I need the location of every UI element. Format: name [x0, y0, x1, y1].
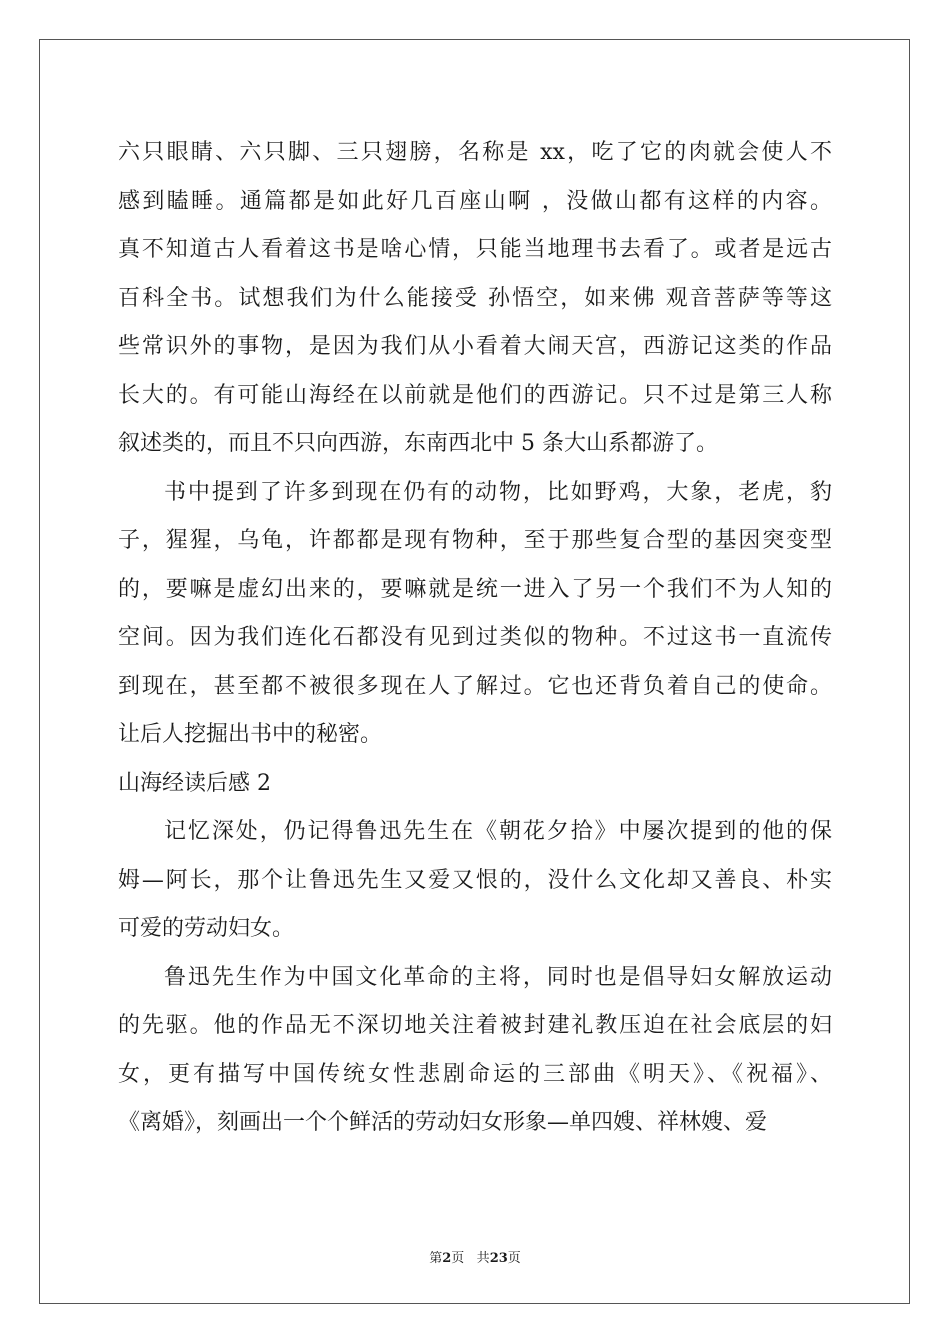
text-line: 子，猩猩，乌龟，许都都是现有物种，至于那些复合型的基因突变型: [118, 528, 832, 553]
text-line: 长大的。有可能山海经在以前就是他们的西游记。只不过是第三人称: [118, 382, 832, 408]
paragraph: [118, 469, 832, 760]
footer-page-suffix: 页: [451, 1251, 465, 1266]
text-line: 感到瞌睡。通篇都是如此好几百座山啊 ，没做山都有这样的内容。: [118, 188, 832, 214]
text-line: 《离婚》，刻画出一个个鲜活的劳动妇女形象—单四嫂、祥林嫂、爱: [118, 1110, 768, 1135]
text-line: 的，要嘛是虚幻出来的，要嘛就是统一进入了另一个我们不为人知的: [118, 576, 832, 602]
text-line: 些常识外的事物，是因为我们从小看着大闹天宫，西游记这类的作品: [118, 334, 832, 359]
paragraph: [118, 129, 832, 469]
text-line: 百科全书。试想我们为什么能接受 孙悟空，如来佛 观音菩萨等等这: [118, 285, 832, 311]
text-line: 记忆深处，仍记得鲁迅先生在《朝花夕拾》中屡次提到的他的保: [164, 819, 832, 844]
footer-total-pages: 23: [489, 1251, 508, 1266]
page-footer: [0, 1247, 950, 1266]
footer-page-number: 2: [442, 1251, 452, 1266]
text-line: 空间。因为我们连化石都没有见到过类似的物种。不过这书一直流传: [118, 625, 832, 650]
text-line: 的先驱。他的作品无不深切地关注着被封建礼教压迫在社会底层的妇: [118, 1013, 832, 1038]
paragraph: [118, 808, 832, 954]
footer-page-prefix: 第: [429, 1251, 443, 1266]
section-heading: [118, 760, 832, 809]
text-line: 六只眼睛、六只脚、三只翅膀，名称是 xx，吃了它的肉就会使人不: [118, 140, 832, 165]
paragraph: [118, 954, 832, 1148]
text-line: 让后人挖掘出书中的秘密。: [118, 722, 383, 747]
footer-total-suffix: 页: [507, 1251, 521, 1266]
text-line: 女，更有描写中国传统女性悲剧命运的三部曲《明天》、《祝福》、: [118, 1061, 832, 1087]
text-line: 可爱的劳动妇女。: [118, 916, 295, 941]
footer-total-prefix: 共: [476, 1251, 490, 1266]
text-line: 鲁迅先生作为中国文化革命的主将，同时也是倡导妇女解放运动: [164, 964, 832, 990]
text-line: 到现在，甚至都不被很多现在人了解过。它也还背负着自己的使命。: [118, 673, 832, 699]
text-line: 书中提到了许多到现在仍有的动物，比如野鸡，大象，老虎，豹: [164, 479, 832, 505]
text-line: 叙述类的，而且不只向西游，东南西北中 5 条大山系都游了。: [118, 431, 718, 456]
text-line: 姆—阿长，那个让鲁迅先生又爱又恨的，没什么文化却又善良、朴实: [118, 867, 832, 893]
text-line: 真不知道古人看着这书是啥心情，只能当地理书去看了。或者是远古: [118, 237, 832, 262]
heading-text: 山海经读后感 2: [118, 770, 271, 796]
document-body: [118, 129, 832, 1148]
